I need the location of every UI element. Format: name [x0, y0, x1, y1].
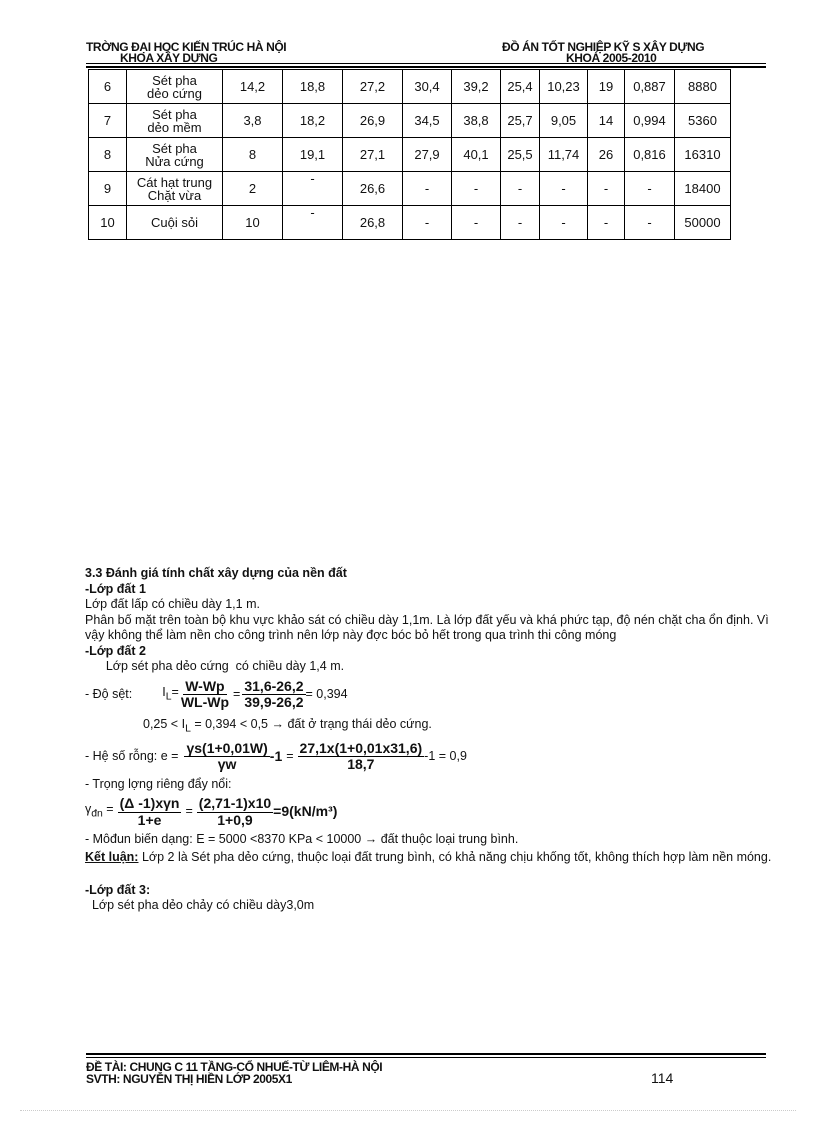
table-cell-no: 10: [89, 206, 127, 240]
gdn-symbol: $\gamma_{đn}$ =: [85, 802, 114, 820]
soil-name-cell: Sét pha Nửa cứng: [127, 138, 223, 172]
e-substitution: $\frac{27,1x(1+0,01x31,6)}{18,7}$: [299, 739, 423, 772]
footer-student: SVTH: NGUYỄN THỊ HIỀN LỚP 2005X1: [86, 1072, 292, 1086]
layer1-title: -Lớp đất 1: [85, 581, 146, 596]
gdn-substitution: $\frac{(2,71-1)x10}{1+0,9}$: [198, 795, 272, 828]
table-cell-d: 26,6: [343, 172, 403, 206]
footer-topic: ĐỀ TÀI: CHUNG C 11 TẦNG-CỔ NHUẾ-TỪ LIÊM-HÀ NỘI: [86, 1060, 383, 1074]
table-cell-e: -: [625, 172, 675, 206]
il-formula: $\frac{W-Wp}{WL-Wp}$: [180, 677, 230, 710]
table-cell-c1: -: [540, 206, 588, 240]
table-cell-wp: 25,4: [501, 70, 540, 104]
table-cell-wl: -: [452, 206, 501, 240]
soil-name-cell: Sét pha dẻo mềm: [127, 104, 223, 138]
buoyant-weight-equation: $\gamma_{đn}$ = $\frac{\text{(Δ -1)xγn}}{1+e}$ = $\frac{(2,71-1)x10}{1+0,9}$ =9(kN/m³): [85, 795, 338, 828]
gdn-result: =9(kN/m³): [273, 803, 338, 820]
header-faculty: KHOA XÂY DỰNG: [120, 51, 218, 65]
page-edge: [20, 1110, 796, 1111]
table-cell-w: 27,9: [403, 138, 452, 172]
table-cell-d: 27,2: [343, 70, 403, 104]
table-cell-c1: -: [540, 172, 588, 206]
table-cell-g: 18,8: [283, 70, 343, 104]
table-cell-w: -: [403, 206, 452, 240]
soil-properties-table: [88, 69, 731, 240]
table-cell-w: 34,5: [403, 104, 452, 138]
table-cell-no: 8: [89, 138, 127, 172]
soil-name-cell: Sét pha dẻo cứng: [127, 70, 223, 104]
table-cell-e: 0,994: [625, 104, 675, 138]
table-cell-wl: 38,8: [452, 104, 501, 138]
table-cell-wp: 25,5: [501, 138, 540, 172]
table-cell-c1: 11,74: [540, 138, 588, 172]
table-cell-no: 7: [89, 104, 127, 138]
soil-name-cell: Cát hạt trung Chặt vừa: [127, 172, 223, 206]
table-cell-g: 19,1: [283, 138, 343, 172]
section-heading: 3.3 Đánh giá tính chất xây dựng của nền đất: [85, 566, 347, 580]
soil-name-cell: Cuội sỏi: [127, 206, 223, 240]
header-rule-top: [86, 63, 766, 64]
table-cell-d: 26,8: [343, 206, 403, 240]
table-cell-e: -: [625, 206, 675, 240]
table-cell-c2: -: [588, 172, 625, 206]
section-content: [85, 566, 775, 914]
table-cell-c2: -: [588, 206, 625, 240]
layer2-title: -Lớp đất 2: [85, 643, 146, 658]
il-label: - Độ sệt:: [85, 686, 133, 701]
table-cell-wl: 39,2: [452, 70, 501, 104]
header-rule-bottom: [86, 66, 766, 68]
table-cell-c1: 9,05: [540, 104, 588, 138]
e-label: - Hệ số rỗng: e =: [85, 748, 179, 763]
table-cell-no: 6: [89, 70, 127, 104]
table-cell-E: 8880: [675, 70, 731, 104]
table-cell-g: -: [283, 206, 343, 240]
header-course: KHOÁ 2005-2010: [566, 51, 657, 65]
buoyant-weight-label: - Trọng lợng riêng đẩy nổi:: [85, 776, 232, 791]
table-cell-h: 3,8: [223, 104, 283, 138]
table-cell-E: 18400: [675, 172, 731, 206]
table-cell-c2: 26: [588, 138, 625, 172]
table-cell-c2: 14: [588, 104, 625, 138]
table-cell-h: 2: [223, 172, 283, 206]
table-cell-d: 26,9: [343, 104, 403, 138]
layer1-thickness: Lớp đất lấp có chiều dày 1,1 m.: [85, 597, 260, 611]
void-ratio-equation: - Hệ số rỗng: e = $\frac{\gamma s(1+0,01W)}{\gamma w}$ -1 = $\frac{27,1x(1+0,01x31,6)}{18,7}$ -1 = 0,9: [85, 739, 467, 772]
e-result: -1 = 0,9: [424, 748, 467, 763]
table-cell-c2: 19: [588, 70, 625, 104]
table-row: [89, 138, 731, 172]
modulus-line: - Môđun biến dạng: E = 5000 <8370 KPa < 10000 → đất thuộc loại trung bình.: [85, 832, 519, 846]
table-row: [89, 206, 731, 240]
table-cell-w: 30,4: [403, 70, 452, 104]
il-symbol: $I_L=$: [162, 684, 179, 702]
table-cell-E: 5360: [675, 104, 731, 138]
table-cell-g: -: [283, 172, 343, 206]
table-cell-wl: -: [452, 172, 501, 206]
layer3-thickness: Lớp sét pha dẻo chảy có chiều dày3,0m: [85, 898, 315, 912]
table-cell-h: 14,2: [223, 70, 283, 104]
layer3-title: -Lớp đất 3:: [85, 882, 151, 897]
footer-rule-bottom: [86, 1057, 766, 1058]
table-cell-wp: -: [501, 206, 540, 240]
table-row: [89, 172, 731, 206]
table-cell-e: 0,816: [625, 138, 675, 172]
table-cell-E: 50000: [675, 206, 731, 240]
table-cell-w: -: [403, 172, 452, 206]
gdn-formula: $\frac{\text{(Δ -1)xγn}}{1+e}$: [119, 795, 180, 828]
table-cell-E: 16310: [675, 138, 731, 172]
table-cell-wp: -: [501, 172, 540, 206]
table-cell-no: 9: [89, 172, 127, 206]
table-cell-wl: 40,1: [452, 138, 501, 172]
table-cell-c1: 10,23: [540, 70, 588, 104]
table-cell-h: 10: [223, 206, 283, 240]
header-school: TRỜNG ĐẠI HỌC KIẾN TRÚC HÀ NỘI: [86, 40, 287, 54]
il-result: = 0,394: [305, 686, 348, 701]
liquidity-index-equation: - Độ sệt: $I_L=$ $\frac{W-Wp}{WL-Wp}$ = $\frac{31,6-26,2}{39,9-26,2}$ = 0,394: [85, 677, 348, 710]
table-cell-e: 0,887: [625, 70, 675, 104]
footer-rule-top: [86, 1053, 766, 1055]
table-cell-wp: 25,7: [501, 104, 540, 138]
il-substitution: $\frac{31,6-26,2}{39,9-26,2}$: [244, 677, 304, 710]
layer2-conclusion: Kết luận: Lớp 2 là Sét pha dẻo cứng, thuộc loại đất trung bình, có khả năng chịu khống tốt, không thích hợp làm nền móng.: [85, 849, 772, 864]
page-number: 114: [651, 1070, 674, 1086]
il-condition: $0,25 < I_L = 0,394 < 0,5$ → đất ở trạng thái dẻo cứng.: [143, 716, 432, 734]
e-formula: $\frac{\gamma s(1+0,01W)}{\gamma w}$: [186, 739, 268, 772]
table-row: [89, 104, 731, 138]
table-cell-d: 27,1: [343, 138, 403, 172]
table-row: [89, 70, 731, 104]
header-project: ĐỒ ÁN TỐT NGHIỆP KỸ S XÂY DỰNG: [502, 40, 705, 54]
layer1-description: Phân bố mặt trên toàn bộ khu vực khảo sát có chiều dày 1,1m. Là lớp đất yếu và khá phức tạp, độ nén chặt cha ổn định. Vì vậy không thể làm nền cho công trình nên lớp này đợc bóc bỏ hết trong qua trình thi công móng: [85, 612, 769, 642]
table-cell-g: 18,2: [283, 104, 343, 138]
table-cell-h: 8: [223, 138, 283, 172]
layer2-thickness: Lớp sét pha dẻo cứng có chiều dày 1,4 m.: [85, 659, 345, 673]
